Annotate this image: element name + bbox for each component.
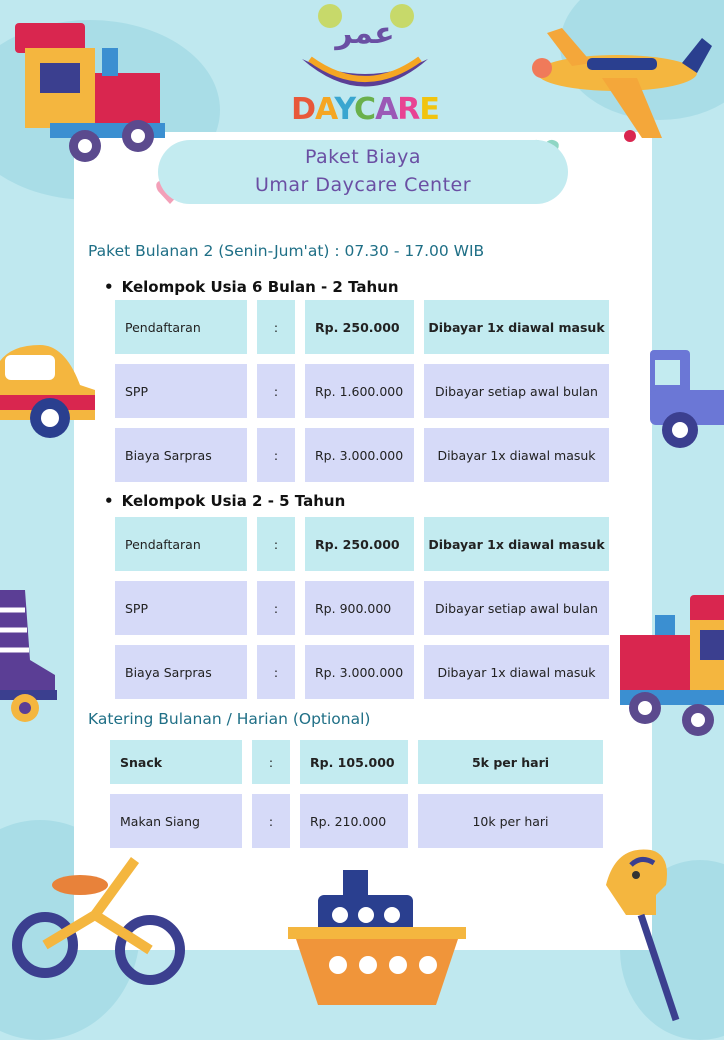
catering-price-cell: Rp. 105.000 xyxy=(300,740,408,784)
fee-note-cell: Dibayar 1x diawal masuk xyxy=(424,300,609,354)
separator-cell: : xyxy=(257,364,295,418)
separator-cell: : xyxy=(257,300,295,354)
group-title-text: Kelompok Usia 2 - 5 Tahun xyxy=(121,492,346,510)
fee-price-cell: Rp. 250.000 xyxy=(305,300,414,354)
fee-price-cell: Rp. 1.600.000 xyxy=(305,364,414,418)
title-banner xyxy=(158,140,568,204)
logo-letter: E xyxy=(419,92,439,127)
monthly-package-heading: Paket Bulanan 2 (Senin-Jum'at) : 07.30 - 17.00 WIB xyxy=(88,242,485,260)
catering-note-cell: 10k per hari xyxy=(418,794,603,848)
logo-letter: A xyxy=(315,92,335,127)
fee-price-cell: Rp. 250.000 xyxy=(305,517,414,571)
separator-cell: : xyxy=(252,740,290,784)
separator-cell: : xyxy=(252,794,290,848)
catering-note-cell: 5k per hari xyxy=(418,740,603,784)
fee-item-cell: Pendaftaran xyxy=(115,517,247,571)
fee-item-cell: SPP xyxy=(115,364,247,418)
fee-price-cell: Rp. 3.000.000 xyxy=(305,428,414,482)
fee-price-cell: Rp. 3.000.000 xyxy=(305,645,414,699)
fee-note-cell: Dibayar 1x diawal masuk xyxy=(424,428,609,482)
bicycle-icon xyxy=(15,855,185,985)
age-group-title xyxy=(104,492,345,510)
separator-cell: : xyxy=(257,428,295,482)
logo-brand xyxy=(290,92,440,127)
catering-heading: Katering Bulanan / Harian (Optional) xyxy=(88,710,371,728)
bullet-icon: • xyxy=(104,492,114,510)
catering-item-cell: Makan Siang xyxy=(110,794,242,848)
train-icon xyxy=(620,595,724,745)
fee-item-cell: Pendaftaran xyxy=(115,300,247,354)
boat-icon xyxy=(288,865,468,1015)
logo-arabic: عمر xyxy=(335,16,395,51)
car-icon xyxy=(0,340,105,450)
fee-item-cell: Biaya Sarpras xyxy=(115,645,247,699)
fee-price-cell: Rp. 900.000 xyxy=(305,581,414,635)
logo-letter: D xyxy=(291,92,316,127)
logo-letter: Y xyxy=(334,92,355,127)
hobby-horse-icon xyxy=(596,845,706,1025)
fee-note-cell: Dibayar 1x diawal masuk xyxy=(424,645,609,699)
fee-note-cell: Dibayar 1x diawal masuk xyxy=(424,517,609,571)
separator-cell: : xyxy=(257,581,295,635)
airplane-icon xyxy=(532,28,712,148)
logo-letter: A xyxy=(375,92,398,127)
catering-item-cell: Snack xyxy=(110,740,242,784)
fee-note-cell: Dibayar setiap awal bulan xyxy=(424,364,609,418)
fee-note-cell: Dibayar setiap awal bulan xyxy=(424,581,609,635)
roller-skate-icon xyxy=(0,590,75,730)
logo-letter: R xyxy=(397,92,420,127)
fee-item-cell: SPP xyxy=(115,581,247,635)
separator-cell: : xyxy=(257,645,295,699)
logo-letter: C xyxy=(354,92,376,127)
fee-item-cell: Biaya Sarpras xyxy=(115,428,247,482)
title-line-1: Paket Biaya xyxy=(304,146,422,168)
age-group-title xyxy=(104,278,399,296)
truck-icon xyxy=(650,350,724,460)
title-line-2: Umar Daycare Center xyxy=(254,174,472,196)
train-icon xyxy=(10,18,170,168)
bullet-icon: • xyxy=(104,278,114,296)
separator-cell: : xyxy=(257,517,295,571)
group-title-text: Kelompok Usia 6 Bulan - 2 Tahun xyxy=(121,278,399,296)
catering-price-cell: Rp. 210.000 xyxy=(300,794,408,848)
daycare-logo xyxy=(290,4,440,132)
